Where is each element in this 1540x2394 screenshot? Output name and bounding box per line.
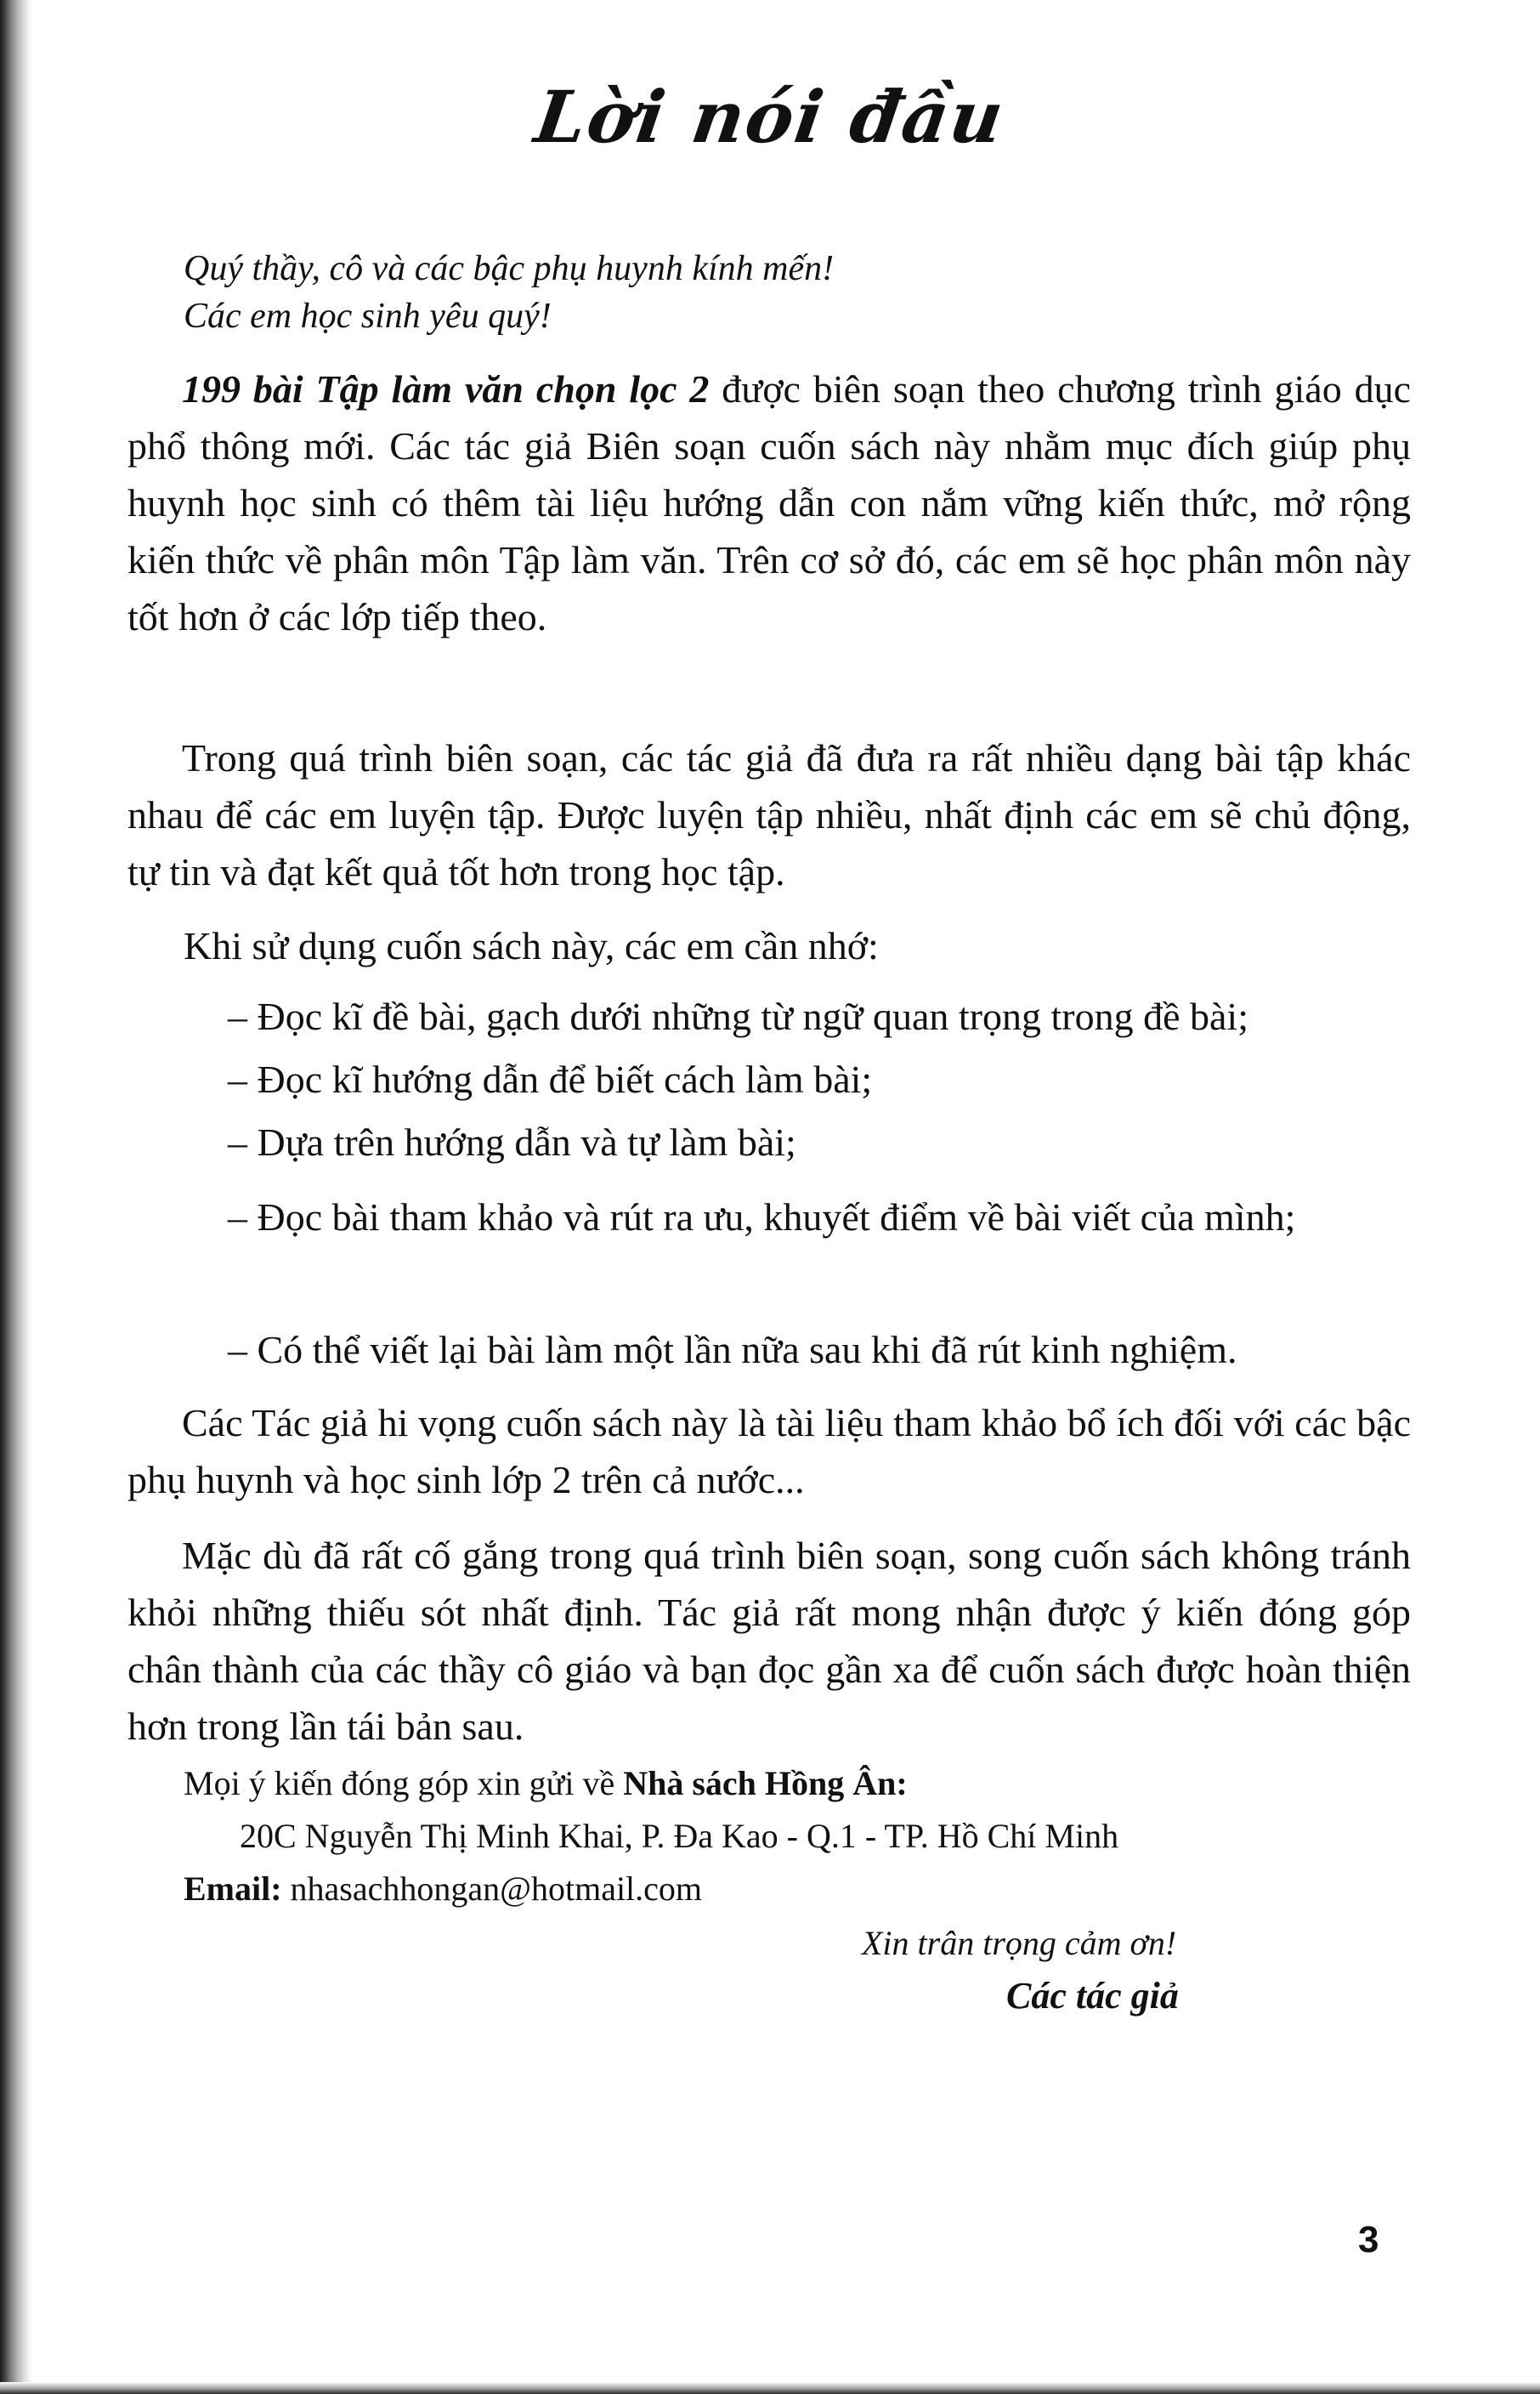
signature: Các tác giả <box>1006 1975 1179 2017</box>
paragraph-intro-text: được biên soạn theo chương trình giáo dục phổ thông mới. Các tác giả Biên soạn cuốn sách này nhằm mục đích giúp phụ huynh học sinh có thêm tài liệu hướng dẫn con nắm vững kiến thức, mở rộng kiến thức về phân môn Tập làm văn. Trên cơ sở đó, các em sẽ học phân môn này tốt hơn ở các lớp tiếp theo. <box>127 367 1411 638</box>
paragraph-intro <box>127 360 1411 645</box>
salutation-line-1: Quý thầy, cô và các bậc phụ huynh kính mến! <box>184 249 835 288</box>
instruction-item: – Đọc bài tham khảo và rút ra ưu, khuyết điểm về bài viết của mình; <box>228 1195 1296 1239</box>
paragraph-feedback: Mặc dù đã rất cố gắng trong quá trình biên soạn, song cuốn sách không tránh khỏi những thiếu sót nhất định. Tác giả rất mong nhận được ý kiến đóng góp chân thành của các thầy cô giáo và bạn đọc gần xa để cuốn sách được hoàn thiện hơn trong lần tái bản sau. <box>127 1534 1411 1748</box>
contact-email-line <box>184 1869 702 1909</box>
email-label: Email: <box>184 1869 282 1908</box>
closing-line: Xin trân trọng cảm ơn! <box>862 1924 1177 1962</box>
paragraph-hope: Các Tác giả hi vọng cuốn sách này là tài liệu tham khảo bổ ích đối với các bậc phụ huynh và học sinh lớp 2 trên cả nước... <box>127 1401 1411 1501</box>
book-title: 199 bài Tập làm văn chọn lọc 2 <box>182 367 710 411</box>
page-title: Lời nói đầu <box>529 75 1011 159</box>
instructions-intro: Khi sử dụng cuốn sách này, các em cần nhớ: <box>184 924 879 967</box>
instruction-item: – Đọc kĩ hướng dẫn để biết cách làm bài; <box>228 1058 873 1101</box>
instruction-item: – Có thể viết lại bài làm một lần nữa sau khi đã rút kinh nghiệm. <box>228 1328 1237 1371</box>
instruction-item: – Dựa trên hướng dẫn và tự làm bài; <box>228 1120 796 1164</box>
paragraph-compilation: Trong quá trình biên soạn, các tác giả đã đưa ra rất nhiều dạng bài tập khác nhau để các em luyện tập. Được luyện tập nhiều, nhất định các em sẽ chủ động, tự tin và đạt kết quả tốt hơn trong học tập. <box>127 736 1411 893</box>
contact-intro-text: Mọi ý kiến đóng góp xin gửi về <box>184 1764 624 1802</box>
publisher-address: 20C Nguyễn Thị Minh Khai, P. Đa Kao - Q.1 - TP. Hồ Chí Minh <box>240 1817 1119 1855</box>
publisher-name: Nhà sách Hồng Ân: <box>623 1764 908 1802</box>
page-number: 3 <box>1358 2219 1379 2261</box>
instruction-item: – Đọc kĩ đề bài, gạch dưới những từ ngữ quan trọng trong đề bài; <box>228 995 1248 1038</box>
contact-intro <box>184 1763 908 1803</box>
salutation-line-2: Các em học sinh yêu quý! <box>184 297 552 336</box>
email-address: nhasachhongan@hotmail.com <box>281 1869 703 1908</box>
